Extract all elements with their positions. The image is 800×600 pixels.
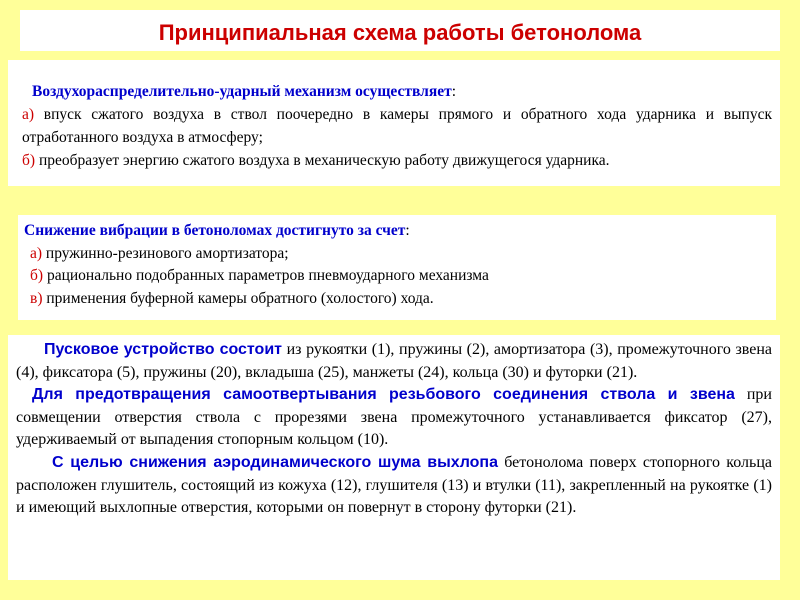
title-panel bbox=[20, 10, 780, 51]
section3-paragraph-1 bbox=[16, 339, 772, 384]
section1-item-b-marker: б) bbox=[22, 152, 36, 169]
section2-item-c bbox=[24, 288, 770, 311]
section2-colon: : bbox=[405, 222, 410, 239]
section3-para1-text: из рукоятки (1), пружины (2), амортизатора (3), промежуточного звена (4), фиксатора (5), пружины (20), вкладыша (25), манжеты (24), кольца (30) и футорки (21). bbox=[16, 341, 772, 381]
section3-para1-lead: Пусковое устройство состоит bbox=[44, 341, 283, 358]
section3-para2-lead: Для предотвращения самоотвертывания резьбового соединения ствола и звена bbox=[32, 386, 735, 404]
section1-item-b bbox=[16, 149, 772, 172]
section1-heading: Воздухораспределительно-ударный механизм осуществляет bbox=[32, 83, 452, 100]
section2-heading: Снижение вибрации в бетоноломах достигнуто за счет bbox=[24, 222, 406, 239]
air-distribution-panel bbox=[8, 60, 780, 186]
section1-item-a-marker: а) bbox=[22, 106, 35, 123]
section2-item-a bbox=[24, 243, 770, 266]
section2-item-b bbox=[24, 265, 770, 288]
section1-item-a bbox=[16, 103, 772, 149]
section2-item-a-marker: а) bbox=[30, 244, 43, 262]
starter-device-panel bbox=[8, 335, 780, 580]
section1-item-a-text: впуск сжатого воздуха в ствол поочередно в камеры прямого и обратного хода ударника и выпуск отработанного воздуха в атмосферу; bbox=[22, 106, 772, 146]
section2-item-c-text: применения буферной камеры обратного (холостого) хода. bbox=[42, 289, 434, 307]
section3-para2-text: при совмещении отверстия ствола с прорезями звена промежуточного устанавливается фиксатор (27), удерживаемый от выпадения стопорным кольцом (10). bbox=[16, 386, 772, 449]
section3-para3-lead: С целью снижения аэродинамического шума выхлопа bbox=[52, 453, 498, 471]
section1-colon: : bbox=[451, 83, 457, 100]
section2-item-b-text: рационально подобранных параметров пневмоударного механизма bbox=[43, 267, 489, 284]
section1-heading-line bbox=[16, 80, 772, 103]
section3-paragraph-2 bbox=[16, 384, 772, 452]
section2-item-b-marker: б) bbox=[30, 267, 44, 284]
section3-paragraph-3 bbox=[16, 452, 772, 520]
section1-item-b-text: преобразует энергию сжатого воздуха в механическую работу движущегося ударника. bbox=[35, 152, 610, 169]
section2-item-a-text: пружинно-резинового амортизатора; bbox=[42, 244, 289, 262]
page-title: Принципиальная схема работы бетонолома bbox=[158, 20, 642, 45]
section2-item-c-marker: в) bbox=[30, 289, 43, 307]
section3-para3-text: бетонолома поверх стопорного кольца расположен глушитель, состоящий из кожуха (12), глушителя (13) и втулки (11), закрепленный на рукоятке (1) и имеющий выхлопные отверстия, которыми он повернут в сторону футорки (21). bbox=[16, 453, 772, 517]
vibration-panel bbox=[18, 215, 776, 320]
section2-heading-line bbox=[24, 220, 770, 243]
